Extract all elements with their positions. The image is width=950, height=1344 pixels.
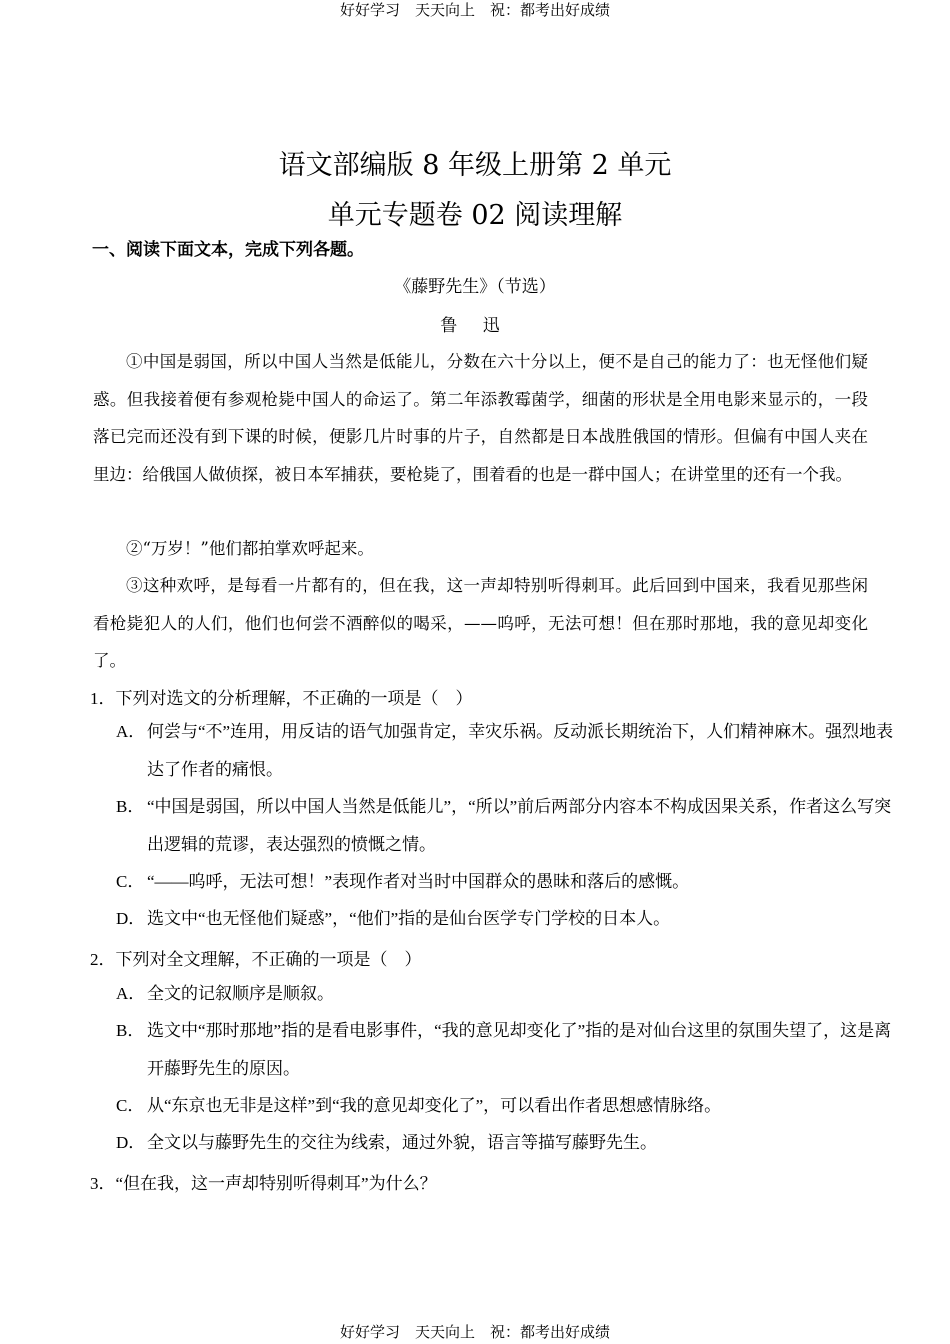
option-text: “中国是弱国，所以中国人当然是低能儿”，“所以”前后两部分内容本不构成因果关系，作者这么写突出逻辑的荒谬，表达强烈的愤慨之情。 xyxy=(147,797,892,854)
page-footer: 好好学习 天天向上 祝：都考出好成绩 xyxy=(339,1323,610,1341)
passage-paragraph-3: ③这种欢呼，是每看一片都有的，但在我，这一声却特别听得刺耳。此后回到中国来，我看见那些闲看枪毙犯人的人们，他们也何尝不酒醉似的喝采，——呜呼，无法可想！但在那时那地，我的意见却变化了。 xyxy=(93,576,868,670)
option-letter: A． xyxy=(116,984,146,1003)
option-letter: C． xyxy=(116,872,145,891)
question-2-option-d xyxy=(116,1124,897,1162)
passage-paragraph-1: ①中国是弱国，所以中国人当然是低能儿，分数在六十分以上，便不是自己的能力了：也无怪他们疑惑。但我接着便有参观枪毙中国人的命运了。第二年添教霉菌学，细菌的形状是全用电影来显示的，一段落已完而还没有到下课的时候，便影几片时事的片子，自然都是日本战胜俄国的情形。但偏有中国人夹在里边：给俄国人做侦探，被日本军捕获，要枪毙了，围着看的也是一群中国人；在讲堂里的还有一个我。 xyxy=(93,352,868,484)
question-1-option-b xyxy=(116,788,897,863)
document-title: 语文部编版 8 年级上册第 2 单元 xyxy=(278,150,672,181)
option-text: 全文的记叙顺序是顺叙。 xyxy=(147,984,334,1003)
option-text: 从“东京也无非是这样”到“我的意见却变化了”，可以看出作者思想感情脉络。 xyxy=(147,1096,722,1115)
option-letter: C． xyxy=(116,1096,145,1115)
question-1-option-a xyxy=(116,713,897,788)
question-2-option-b xyxy=(116,1012,897,1087)
passage-author: 鲁 迅 xyxy=(440,316,510,336)
question-1-option-d xyxy=(116,900,897,938)
question-2-option-c xyxy=(116,1087,897,1125)
passage-title: 《藤野先生》（节选） xyxy=(394,277,556,297)
question-1-option-c xyxy=(116,863,897,901)
document-subtitle: 单元专题卷 02 阅读理解 xyxy=(327,200,623,231)
option-letter: B． xyxy=(116,797,145,816)
option-text: 全文以与藤野先生的交往为线索，通过外貌，语言等描写藤野先生。 xyxy=(147,1133,657,1152)
option-text: 选文中“也无怪他们疑惑”，“他们”指的是仙台医学专门学校的日本人。 xyxy=(147,909,671,928)
passage-paragraph-2: ②“万岁！”他们都拍掌欢呼起来。 xyxy=(126,539,374,558)
option-letter: B． xyxy=(116,1021,145,1040)
option-text: “——呜呼，无法可想！”表现作者对当时中国群众的愚昧和落后的感慨。 xyxy=(147,872,690,891)
question-1-stem: 1．下列对选文的分析理解，不正确的一项是（ ） xyxy=(90,689,473,708)
page-header: 好好学习 天天向上 祝：都考出好成绩 xyxy=(339,1,610,19)
option-text: 何尝与“不”连用，用反诘的语气加强肯定，幸灾乐祸。反动派长期统治下，人们精神麻木。强烈地表达了作者的痛恨。 xyxy=(147,722,894,779)
option-letter: A． xyxy=(116,722,146,741)
option-letter: D． xyxy=(116,909,146,928)
option-text: 选文中“那时那地”指的是看电影事件，“我的意见却变化了”指的是对仙台这里的氛围失望了，这是离开藤野先生的原因。 xyxy=(147,1021,892,1078)
question-3-stem: 3．“但在我，这一声却特别听得刺耳”为什么？ xyxy=(90,1174,437,1193)
section-heading: 一、阅读下面文本，完成下列各题。 xyxy=(92,240,364,260)
question-2-option-a xyxy=(116,975,897,1013)
question-2-stem: 2．下列对全文理解，不正确的一项是（ ） xyxy=(90,950,422,969)
option-letter: D． xyxy=(116,1133,146,1152)
